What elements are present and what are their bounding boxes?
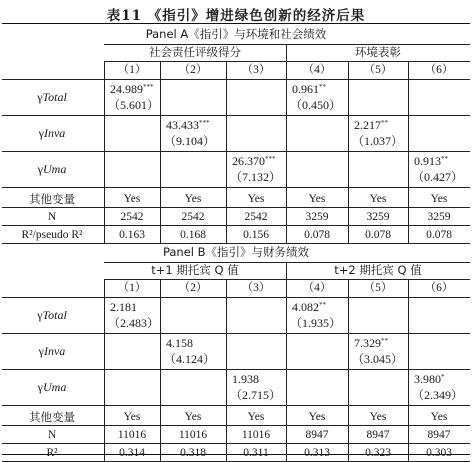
panel_b-r2-value: 0.318 xyxy=(180,447,206,459)
panel_b-n-value: 11016 xyxy=(178,429,208,441)
panel_a-row-rule xyxy=(2,187,470,188)
panel_b-coef-value: 7.329** xyxy=(354,336,388,350)
panel_b-row-rule xyxy=(2,333,470,334)
panel_b-row-rule xyxy=(2,405,470,406)
panel_b-row-label: γInva xyxy=(38,344,66,358)
panel_b-n-label: N xyxy=(47,429,57,441)
panel_a-col-header: （1） xyxy=(117,64,147,76)
panel_a-col-header: （5） xyxy=(363,64,393,76)
panel_a-summary-rule xyxy=(2,225,470,226)
panel_a-se-value: （7.132） xyxy=(230,170,282,184)
panel_b-controls-value: Yes xyxy=(308,411,326,423)
panel_b-coef-value: 2.181 xyxy=(110,300,137,314)
panel_a-title: Panel A《指引》与环境和社会绩效 xyxy=(145,27,327,41)
panel_b-r2-value: 0.313 xyxy=(304,447,330,459)
panel_b-col-rule xyxy=(348,279,349,461)
panel_a-coef-value: 0.961** xyxy=(292,82,326,96)
panel_b-col-header: （5） xyxy=(363,282,393,294)
panel_b-col-header: （4） xyxy=(302,282,332,294)
panel_a-controls-value: Yes xyxy=(247,193,265,205)
panel_b-col-header: （6） xyxy=(424,282,454,294)
panel_a-col-header: （2） xyxy=(178,64,208,76)
panel_a-r2-value: 0.078 xyxy=(304,229,330,241)
panel_a-group-divider xyxy=(286,44,287,62)
panel_a-n-value: 3259 xyxy=(305,211,329,223)
panel_a-controls-label: 其他变量 xyxy=(29,192,75,206)
panel_a-row-rule xyxy=(2,151,470,152)
panel_b-se-value: （2.715） xyxy=(230,388,282,402)
panel_a-se-value: （1.037） xyxy=(352,134,404,148)
panel_b-r2-value: 0.314 xyxy=(119,447,145,459)
panel_a-coef-value: 43.433*** xyxy=(166,118,210,132)
panel_a-col-rule xyxy=(408,61,409,243)
panel_b-controls-value: Yes xyxy=(369,411,387,423)
panel_b-controls-value: Yes xyxy=(184,411,202,423)
panel_a-n-value: 3259 xyxy=(366,211,390,223)
panel_b-col-rule xyxy=(408,279,409,461)
panel_b-r2-label: R² xyxy=(46,447,58,459)
panel_b-row-rule xyxy=(2,369,470,370)
panel_b-r2-value: 0.311 xyxy=(243,447,269,459)
panel_b-n-value: 8947 xyxy=(305,429,329,441)
panel_b-se-value: （4.124） xyxy=(164,352,216,366)
panel_a-n-value: 2542 xyxy=(120,211,144,223)
panel_b-col-rule xyxy=(104,279,105,461)
panel_a-summary-rule xyxy=(2,243,470,244)
panel_b-col-rule xyxy=(226,279,227,461)
panel_a-col-rule xyxy=(286,61,287,243)
panel_b-row-label: γTotal xyxy=(37,308,67,322)
panel_a-col-header: （4） xyxy=(302,64,332,76)
panel_a-controls-value: Yes xyxy=(184,193,202,205)
panel_b-coef-value: 3.980* xyxy=(414,372,445,386)
panel_a-r2-value: 0.078 xyxy=(365,229,391,241)
panel_a-controls-value: Yes xyxy=(369,193,387,205)
panel_a-r2-value: 0.156 xyxy=(243,229,269,241)
panel_b-summary-rule xyxy=(2,443,470,444)
panel_a-rule-header xyxy=(2,79,470,80)
panel_a-col-header: （3） xyxy=(241,64,271,76)
panel_b-col-header: （3） xyxy=(241,282,271,294)
panel_b-row-label: γUma xyxy=(37,380,67,394)
panel_a-r2-value: 0.078 xyxy=(426,229,452,241)
panel_b-n-value: 11016 xyxy=(117,429,147,441)
panel_b-summary-rule xyxy=(2,425,470,426)
panel_b-se-value: （2.349） xyxy=(412,388,464,402)
panel_a-group-1: 社会责任评级得分 xyxy=(149,45,241,59)
panel_b-group-2: t+2 期托宾 Q 值 xyxy=(334,263,422,277)
panel_a-row-label: γUma xyxy=(37,162,67,176)
panel_a-n-value: 3259 xyxy=(427,211,451,223)
table-title: 表11 《指引》增进绿色创新的经济后果 xyxy=(106,8,366,24)
panel_b-n-value: 8947 xyxy=(427,429,451,441)
panel_b-coef-value: 4.082** xyxy=(292,300,326,314)
panel_b-group-1: t+1 期托宾 Q 值 xyxy=(151,263,239,277)
panel_a-col-header: （6） xyxy=(424,64,454,76)
panel_a-coef-value: 2.217** xyxy=(354,118,388,132)
panel_b-controls-value: Yes xyxy=(430,411,448,423)
panel_a-controls-value: Yes xyxy=(123,193,141,205)
panel_a-col-rule xyxy=(226,61,227,243)
panel_b-col-header: （1） xyxy=(117,282,147,294)
panel_b-n-value: 11016 xyxy=(241,429,271,441)
panel_a-row-rule xyxy=(2,115,470,116)
panel_b-coef-value: 4.158 xyxy=(166,336,193,350)
panel_b-r2-value: 0.323 xyxy=(365,447,391,459)
panel_b-controls-value: Yes xyxy=(123,411,141,423)
panel_a-row-label: γTotal xyxy=(37,90,67,104)
panel_a-r2-value: 0.163 xyxy=(119,229,145,241)
panel_b-col-rule xyxy=(286,279,287,461)
panel_a-controls-value: Yes xyxy=(308,193,326,205)
panel_a-rule-cols xyxy=(104,61,470,62)
panel_a-se-value: （5.601） xyxy=(108,98,160,112)
panel_b-group-divider xyxy=(286,262,287,280)
panel_a-coef-value: 24.989*** xyxy=(110,82,154,96)
panel_b-n-value: 8947 xyxy=(366,429,390,441)
panel_a-se-value: （9.104） xyxy=(164,134,216,148)
panel_a-n-label: N xyxy=(47,211,57,223)
panel_a-coef-value: 26.370*** xyxy=(232,154,276,168)
panel_a-r2-label: R²/pseudo R² xyxy=(21,229,83,241)
panel_a-col-rule xyxy=(348,61,349,243)
panel_a-coef-value: 0.913** xyxy=(414,154,448,168)
panel_a-r2-value: 0.168 xyxy=(180,229,206,241)
panel_a-se-value: （0.427） xyxy=(412,170,464,184)
panel_b-controls-value: Yes xyxy=(247,411,265,423)
panel_a-col-rule xyxy=(160,61,161,243)
panel_b-col-header: （2） xyxy=(178,282,208,294)
panel_b-rule-cols xyxy=(104,279,470,280)
panel_b-coef-value: 1.938 xyxy=(232,372,259,386)
panel_a-se-value: （0.450） xyxy=(290,98,342,112)
panel_b-se-value: （2.483） xyxy=(108,316,160,330)
panel_b-se-value: （1.935） xyxy=(290,316,342,330)
panel_a-group-2: 环境表彰 xyxy=(355,45,401,59)
panel_a-summary-rule xyxy=(2,207,470,208)
panel_a-n-value: 2542 xyxy=(244,211,268,223)
panel_b-r2-value: 0.303 xyxy=(426,447,452,459)
panel_b-col-rule xyxy=(160,279,161,461)
panel_a-n-value: 2542 xyxy=(181,211,205,223)
panel_b-title: Panel B《指引》与财务绩效 xyxy=(162,245,310,259)
panel_a-controls-value: Yes xyxy=(430,193,448,205)
panel_b-controls-label: 其他变量 xyxy=(29,410,75,424)
panel_a-row-label: γInva xyxy=(38,126,66,140)
panel_a-col-rule xyxy=(104,61,105,243)
panel_b-rule-header xyxy=(2,297,470,298)
panel_b-se-value: （3.045） xyxy=(352,352,404,366)
